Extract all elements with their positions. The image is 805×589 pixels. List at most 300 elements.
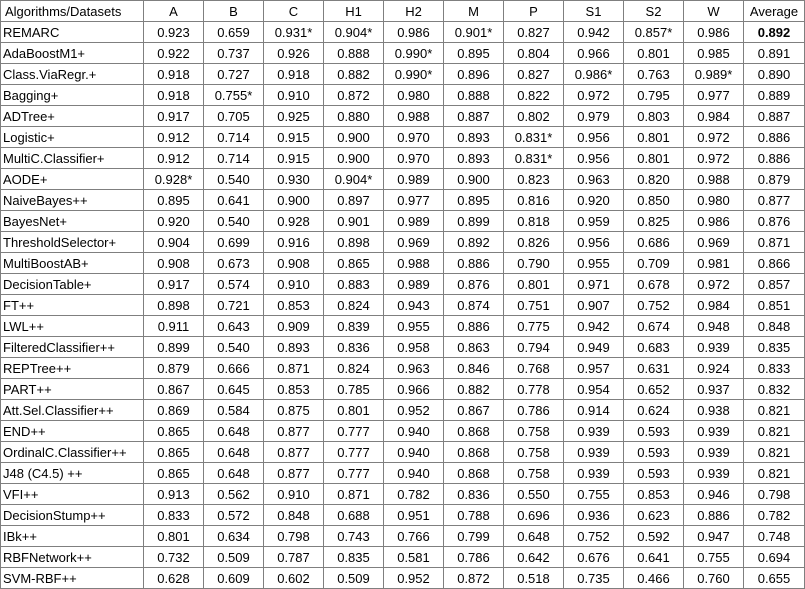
score-cell: 0.986 xyxy=(684,211,744,232)
score-cell: 0.896 xyxy=(444,64,504,85)
algorithm-name-cell: REPTree++ xyxy=(1,358,144,379)
score-cell: 0.863 xyxy=(444,337,504,358)
table-row xyxy=(1,274,805,295)
score-cell: 0.956 xyxy=(564,232,624,253)
score-cell: 0.540 xyxy=(204,169,264,190)
score-cell: 0.550 xyxy=(504,484,564,505)
score-cell: 0.634 xyxy=(204,526,264,547)
score-cell: 0.714 xyxy=(204,148,264,169)
score-cell: 0.777 xyxy=(324,463,384,484)
score-cell: 0.913 xyxy=(144,484,204,505)
score-cell: 0.686 xyxy=(624,232,684,253)
average-cell: 0.890 xyxy=(744,64,805,85)
score-cell: 0.969 xyxy=(684,232,744,253)
average-cell: 0.835 xyxy=(744,337,805,358)
score-cell: 0.609 xyxy=(204,568,264,589)
algorithm-name-cell: AdaBoostM1+ xyxy=(1,43,144,64)
score-cell: 0.948 xyxy=(684,316,744,337)
algorithm-name-cell: AODE+ xyxy=(1,169,144,190)
score-cell: 0.937 xyxy=(684,379,744,400)
algorithm-name-cell: DecisionStump++ xyxy=(1,505,144,526)
average-cell: 0.866 xyxy=(744,253,805,274)
score-cell: 0.820 xyxy=(624,169,684,190)
score-cell: 0.970 xyxy=(384,127,444,148)
score-cell: 0.898 xyxy=(324,232,384,253)
score-cell: 0.593 xyxy=(624,442,684,463)
score-cell: 0.939 xyxy=(564,442,624,463)
score-cell: 0.857* xyxy=(624,22,684,43)
average-cell: 0.871 xyxy=(744,232,805,253)
score-cell: 0.956 xyxy=(564,148,624,169)
score-cell: 0.641 xyxy=(624,547,684,568)
score-cell: 0.963 xyxy=(384,358,444,379)
algorithm-name-cell: MultiBoostAB+ xyxy=(1,253,144,274)
score-cell: 0.865 xyxy=(324,253,384,274)
score-cell: 0.674 xyxy=(624,316,684,337)
score-cell: 0.648 xyxy=(204,421,264,442)
header-cell-p: P xyxy=(504,1,564,22)
score-cell: 0.918 xyxy=(144,64,204,85)
score-cell: 0.865 xyxy=(144,442,204,463)
algorithm-name-cell: J48 (C4.5) ++ xyxy=(1,463,144,484)
score-cell: 0.824 xyxy=(324,358,384,379)
score-cell: 0.912 xyxy=(144,148,204,169)
table-row xyxy=(1,190,805,211)
score-cell: 0.917 xyxy=(144,106,204,127)
score-cell: 0.901 xyxy=(324,211,384,232)
score-cell: 0.623 xyxy=(624,505,684,526)
score-cell: 0.988 xyxy=(384,253,444,274)
score-cell: 0.540 xyxy=(204,211,264,232)
score-cell: 0.790 xyxy=(504,253,564,274)
table-row xyxy=(1,232,805,253)
score-cell: 0.824 xyxy=(324,295,384,316)
header-cell-m: M xyxy=(444,1,504,22)
score-cell: 0.803 xyxy=(624,106,684,127)
score-cell: 0.835 xyxy=(324,547,384,568)
algorithm-name-cell: FilteredClassifier++ xyxy=(1,337,144,358)
score-cell: 0.928* xyxy=(144,169,204,190)
algorithm-name-cell: BayesNet+ xyxy=(1,211,144,232)
score-cell: 0.908 xyxy=(144,253,204,274)
average-cell: 0.879 xyxy=(744,169,805,190)
score-cell: 0.869 xyxy=(144,400,204,421)
score-cell: 0.939 xyxy=(684,337,744,358)
score-cell: 0.955 xyxy=(564,253,624,274)
score-cell: 0.942 xyxy=(564,316,624,337)
score-cell: 0.947 xyxy=(684,526,744,547)
score-cell: 0.989* xyxy=(684,64,744,85)
score-cell: 0.990* xyxy=(384,64,444,85)
score-cell: 0.880 xyxy=(324,106,384,127)
score-cell: 0.900 xyxy=(264,190,324,211)
score-cell: 0.735 xyxy=(564,568,624,589)
table-row xyxy=(1,43,805,64)
score-cell: 0.678 xyxy=(624,274,684,295)
score-cell: 0.888 xyxy=(324,43,384,64)
score-cell: 0.939 xyxy=(684,463,744,484)
score-cell: 0.816 xyxy=(504,190,564,211)
score-cell: 0.956 xyxy=(564,127,624,148)
score-cell: 0.631 xyxy=(624,358,684,379)
score-cell: 0.930 xyxy=(264,169,324,190)
score-cell: 0.836 xyxy=(324,337,384,358)
score-cell: 0.989 xyxy=(384,274,444,295)
average-cell: 0.821 xyxy=(744,421,805,442)
table-row xyxy=(1,253,805,274)
average-cell: 0.848 xyxy=(744,316,805,337)
table-row xyxy=(1,211,805,232)
score-cell: 0.509 xyxy=(204,547,264,568)
score-cell: 0.867 xyxy=(444,400,504,421)
score-cell: 0.957 xyxy=(564,358,624,379)
algorithm-name-cell: VFI++ xyxy=(1,484,144,505)
score-cell: 0.802 xyxy=(504,106,564,127)
table-row xyxy=(1,400,805,421)
score-cell: 0.755* xyxy=(204,85,264,106)
header-cell-algorithms: Algorithms/Datasets xyxy=(1,1,144,22)
score-cell: 0.966 xyxy=(564,43,624,64)
table-row xyxy=(1,505,805,526)
score-cell: 0.755 xyxy=(684,547,744,568)
average-cell: 0.748 xyxy=(744,526,805,547)
score-cell: 0.581 xyxy=(384,547,444,568)
algorithm-name-cell: SVM-RBF++ xyxy=(1,568,144,589)
score-cell: 0.939 xyxy=(684,442,744,463)
score-cell: 0.648 xyxy=(204,463,264,484)
score-cell: 0.778 xyxy=(504,379,564,400)
average-cell: 0.821 xyxy=(744,463,805,484)
score-cell: 0.985 xyxy=(684,43,744,64)
table-row xyxy=(1,526,805,547)
score-cell: 0.798 xyxy=(264,526,324,547)
score-cell: 0.628 xyxy=(144,568,204,589)
score-cell: 0.989 xyxy=(384,169,444,190)
score-cell: 0.648 xyxy=(504,526,564,547)
score-cell: 0.952 xyxy=(384,568,444,589)
table-row xyxy=(1,421,805,442)
table-row xyxy=(1,358,805,379)
score-cell: 0.949 xyxy=(564,337,624,358)
table-row xyxy=(1,22,805,43)
score-cell: 0.836 xyxy=(444,484,504,505)
score-cell: 0.777 xyxy=(324,442,384,463)
table-row xyxy=(1,106,805,127)
score-cell: 0.732 xyxy=(144,547,204,568)
score-cell: 0.898 xyxy=(144,295,204,316)
score-cell: 0.874 xyxy=(444,295,504,316)
score-cell: 0.562 xyxy=(204,484,264,505)
score-cell: 0.826 xyxy=(504,232,564,253)
algorithm-name-cell: NaiveBayes++ xyxy=(1,190,144,211)
algorithm-name-cell: ADTree+ xyxy=(1,106,144,127)
score-cell: 0.886 xyxy=(444,316,504,337)
score-cell: 0.989 xyxy=(384,211,444,232)
score-cell: 0.939 xyxy=(564,463,624,484)
score-cell: 0.572 xyxy=(204,505,264,526)
score-cell: 0.970 xyxy=(384,148,444,169)
score-cell: 0.518 xyxy=(504,568,564,589)
score-cell: 0.676 xyxy=(564,547,624,568)
score-cell: 0.666 xyxy=(204,358,264,379)
table-row xyxy=(1,85,805,106)
score-cell: 0.886 xyxy=(684,505,744,526)
score-cell: 0.876 xyxy=(444,274,504,295)
average-cell: 0.887 xyxy=(744,106,805,127)
score-cell: 0.952 xyxy=(384,400,444,421)
score-cell: 0.645 xyxy=(204,379,264,400)
score-cell: 0.969 xyxy=(384,232,444,253)
score-cell: 0.917 xyxy=(144,274,204,295)
score-cell: 0.743 xyxy=(324,526,384,547)
score-cell: 0.920 xyxy=(564,190,624,211)
score-cell: 0.926 xyxy=(264,43,324,64)
score-cell: 0.895 xyxy=(444,190,504,211)
score-cell: 0.904* xyxy=(324,169,384,190)
header-cell-c: C xyxy=(264,1,324,22)
score-cell: 0.801 xyxy=(624,148,684,169)
score-cell: 0.928 xyxy=(264,211,324,232)
average-cell: 0.798 xyxy=(744,484,805,505)
score-cell: 0.938 xyxy=(684,400,744,421)
header-cell-s2: S2 xyxy=(624,1,684,22)
algorithm-name-cell: DecisionTable+ xyxy=(1,274,144,295)
average-cell: 0.892 xyxy=(744,22,805,43)
score-cell: 0.977 xyxy=(384,190,444,211)
score-cell: 0.831* xyxy=(504,127,564,148)
score-cell: 0.920 xyxy=(144,211,204,232)
algorithm-name-cell: Bagging+ xyxy=(1,85,144,106)
score-cell: 0.951 xyxy=(384,505,444,526)
score-cell: 0.910 xyxy=(264,484,324,505)
score-cell: 0.899 xyxy=(144,337,204,358)
score-cell: 0.972 xyxy=(564,85,624,106)
score-cell: 0.955 xyxy=(384,316,444,337)
average-cell: 0.857 xyxy=(744,274,805,295)
score-cell: 0.775 xyxy=(504,316,564,337)
score-cell: 0.877 xyxy=(264,463,324,484)
score-cell: 0.850 xyxy=(624,190,684,211)
score-cell: 0.825 xyxy=(624,211,684,232)
score-cell: 0.574 xyxy=(204,274,264,295)
score-cell: 0.584 xyxy=(204,400,264,421)
score-cell: 0.509 xyxy=(324,568,384,589)
table-row xyxy=(1,127,805,148)
score-cell: 0.984 xyxy=(684,106,744,127)
header-cell-b: B xyxy=(204,1,264,22)
score-cell: 0.872 xyxy=(444,568,504,589)
score-cell: 0.936 xyxy=(564,505,624,526)
table-row xyxy=(1,484,805,505)
score-cell: 0.904* xyxy=(324,22,384,43)
header-row xyxy=(1,1,805,22)
score-cell: 0.853 xyxy=(264,379,324,400)
score-cell: 0.900 xyxy=(324,148,384,169)
score-cell: 0.823 xyxy=(504,169,564,190)
score-cell: 0.954 xyxy=(564,379,624,400)
score-cell: 0.848 xyxy=(264,505,324,526)
score-cell: 0.714 xyxy=(204,127,264,148)
average-cell: 0.821 xyxy=(744,400,805,421)
score-cell: 0.801 xyxy=(624,43,684,64)
score-cell: 0.883 xyxy=(324,274,384,295)
score-cell: 0.909 xyxy=(264,316,324,337)
table-row xyxy=(1,316,805,337)
score-cell: 0.777 xyxy=(324,421,384,442)
algorithm-name-cell: Logistic+ xyxy=(1,127,144,148)
average-cell: 0.876 xyxy=(744,211,805,232)
table-row xyxy=(1,442,805,463)
score-cell: 0.988 xyxy=(384,106,444,127)
score-cell: 0.822 xyxy=(504,85,564,106)
score-cell: 0.875 xyxy=(264,400,324,421)
average-cell: 0.832 xyxy=(744,379,805,400)
score-cell: 0.923 xyxy=(144,22,204,43)
score-cell: 0.758 xyxy=(504,442,564,463)
score-cell: 0.911 xyxy=(144,316,204,337)
score-cell: 0.918 xyxy=(144,85,204,106)
score-cell: 0.939 xyxy=(564,421,624,442)
algorithm-name-cell: END++ xyxy=(1,421,144,442)
header-cell-w: W xyxy=(684,1,744,22)
score-cell: 0.910 xyxy=(264,85,324,106)
score-cell: 0.752 xyxy=(564,526,624,547)
score-cell: 0.752 xyxy=(624,295,684,316)
score-cell: 0.659 xyxy=(204,22,264,43)
score-cell: 0.879 xyxy=(144,358,204,379)
score-cell: 0.981 xyxy=(684,253,744,274)
score-cell: 0.988 xyxy=(684,169,744,190)
table-row xyxy=(1,379,805,400)
score-cell: 0.986 xyxy=(384,22,444,43)
algorithm-name-cell: ThresholdSelector+ xyxy=(1,232,144,253)
score-cell: 0.877 xyxy=(264,442,324,463)
table-row xyxy=(1,568,805,589)
average-cell: 0.851 xyxy=(744,295,805,316)
score-cell: 0.940 xyxy=(384,463,444,484)
score-cell: 0.804 xyxy=(504,43,564,64)
score-cell: 0.966 xyxy=(384,379,444,400)
average-cell: 0.821 xyxy=(744,442,805,463)
score-cell: 0.865 xyxy=(144,463,204,484)
score-cell: 0.979 xyxy=(564,106,624,127)
score-cell: 0.766 xyxy=(384,526,444,547)
score-cell: 0.787 xyxy=(264,547,324,568)
score-cell: 0.592 xyxy=(624,526,684,547)
score-cell: 0.908 xyxy=(264,253,324,274)
score-cell: 0.786 xyxy=(504,400,564,421)
score-cell: 0.727 xyxy=(204,64,264,85)
algorithm-name-cell: Att.Sel.Classifier++ xyxy=(1,400,144,421)
score-cell: 0.912 xyxy=(144,127,204,148)
average-cell: 0.886 xyxy=(744,148,805,169)
score-cell: 0.785 xyxy=(324,379,384,400)
average-cell: 0.889 xyxy=(744,85,805,106)
score-cell: 0.699 xyxy=(204,232,264,253)
score-cell: 0.900 xyxy=(324,127,384,148)
score-cell: 0.737 xyxy=(204,43,264,64)
algorithm-name-cell: RBFNetwork++ xyxy=(1,547,144,568)
score-cell: 0.931* xyxy=(264,22,324,43)
score-cell: 0.868 xyxy=(444,463,504,484)
score-cell: 0.593 xyxy=(624,421,684,442)
header-cell-s1: S1 xyxy=(564,1,624,22)
score-cell: 0.959 xyxy=(564,211,624,232)
score-cell: 0.643 xyxy=(204,316,264,337)
score-cell: 0.871 xyxy=(264,358,324,379)
score-cell: 0.946 xyxy=(684,484,744,505)
score-cell: 0.801 xyxy=(324,400,384,421)
score-cell: 0.846 xyxy=(444,358,504,379)
score-cell: 0.915 xyxy=(264,148,324,169)
score-cell: 0.868 xyxy=(444,442,504,463)
table-row xyxy=(1,295,805,316)
algorithm-name-cell: FT++ xyxy=(1,295,144,316)
score-cell: 0.795 xyxy=(624,85,684,106)
score-cell: 0.904 xyxy=(144,232,204,253)
score-cell: 0.827 xyxy=(504,64,564,85)
score-cell: 0.895 xyxy=(444,43,504,64)
score-cell: 0.918 xyxy=(264,64,324,85)
score-cell: 0.801 xyxy=(504,274,564,295)
score-cell: 0.892 xyxy=(444,232,504,253)
score-cell: 0.683 xyxy=(624,337,684,358)
score-cell: 0.673 xyxy=(204,253,264,274)
score-cell: 0.924 xyxy=(684,358,744,379)
score-cell: 0.914 xyxy=(564,400,624,421)
algorithm-name-cell: IBk++ xyxy=(1,526,144,547)
average-cell: 0.694 xyxy=(744,547,805,568)
score-cell: 0.984 xyxy=(684,295,744,316)
average-cell: 0.891 xyxy=(744,43,805,64)
score-cell: 0.882 xyxy=(324,64,384,85)
score-cell: 0.652 xyxy=(624,379,684,400)
score-cell: 0.641 xyxy=(204,190,264,211)
score-cell: 0.853 xyxy=(624,484,684,505)
score-cell: 0.910 xyxy=(264,274,324,295)
score-cell: 0.897 xyxy=(324,190,384,211)
score-cell: 0.907 xyxy=(564,295,624,316)
average-cell: 0.833 xyxy=(744,358,805,379)
algorithm-name-cell: OrdinalC.Classifier++ xyxy=(1,442,144,463)
average-cell: 0.877 xyxy=(744,190,805,211)
score-cell: 0.602 xyxy=(264,568,324,589)
header-cell-h2: H2 xyxy=(384,1,444,22)
table-row xyxy=(1,547,805,568)
score-cell: 0.980 xyxy=(384,85,444,106)
score-cell: 0.940 xyxy=(384,421,444,442)
score-cell: 0.871 xyxy=(324,484,384,505)
score-cell: 0.872 xyxy=(324,85,384,106)
score-cell: 0.865 xyxy=(144,421,204,442)
score-cell: 0.886 xyxy=(444,253,504,274)
algorithm-name-cell: LWL++ xyxy=(1,316,144,337)
average-cell: 0.655 xyxy=(744,568,805,589)
score-cell: 0.755 xyxy=(564,484,624,505)
score-cell: 0.939 xyxy=(684,421,744,442)
score-cell: 0.900 xyxy=(444,169,504,190)
header-cell-a: A xyxy=(144,1,204,22)
score-cell: 0.877 xyxy=(264,421,324,442)
score-cell: 0.990* xyxy=(384,43,444,64)
header-cell-average: Average xyxy=(744,1,805,22)
score-cell: 0.782 xyxy=(384,484,444,505)
score-cell: 0.818 xyxy=(504,211,564,232)
score-cell: 0.893 xyxy=(444,127,504,148)
score-cell: 0.971 xyxy=(564,274,624,295)
score-cell: 0.980 xyxy=(684,190,744,211)
score-cell: 0.972 xyxy=(684,127,744,148)
